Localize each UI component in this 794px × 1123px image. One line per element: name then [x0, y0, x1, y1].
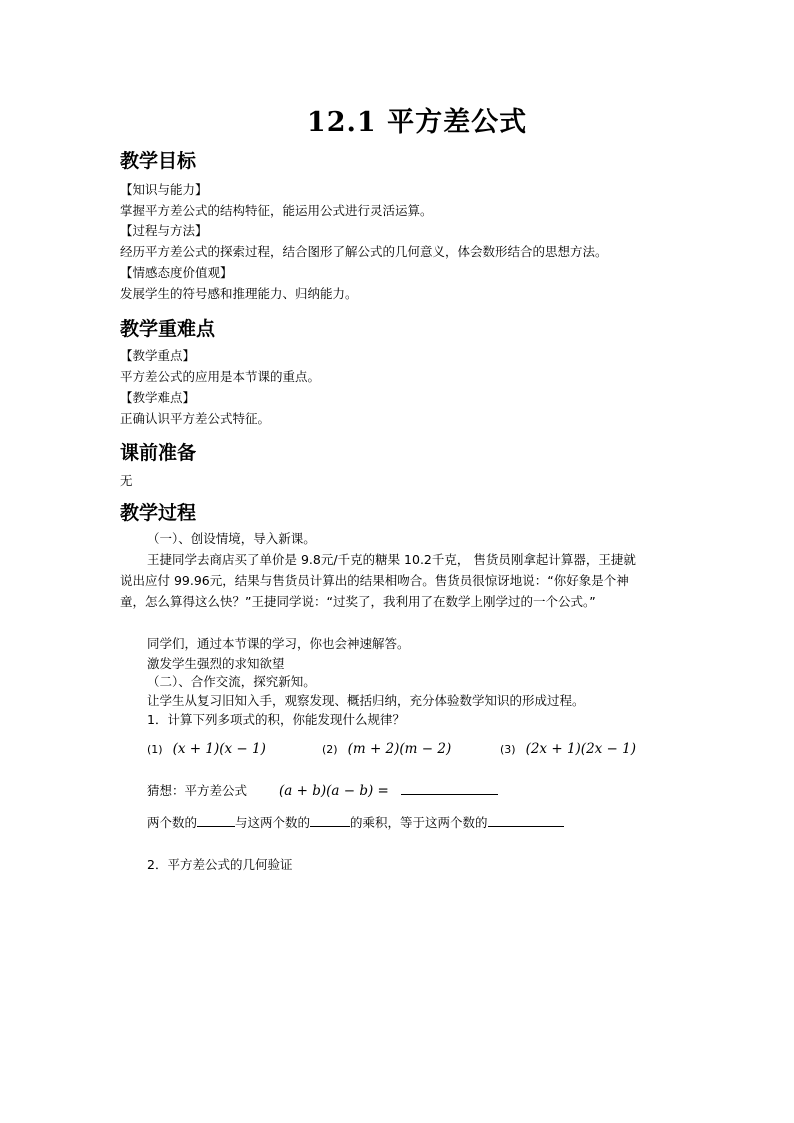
heading-process: 教学过程: [120, 502, 197, 524]
page-title: 12.1 平方差公式: [306, 107, 528, 138]
heading-goals: 教学目标: [120, 150, 197, 172]
text-knowledge: 掌握平方差公式的结构特征，能运用公式进行灵活运算。: [120, 203, 433, 218]
question-one: 1．计算下列多项式的积，你能发现什么规律？: [147, 712, 405, 727]
item-number: (2): [322, 743, 338, 756]
text-line-a: 同学们，通过本节课的学习，你也会神速解答。: [147, 636, 410, 651]
fill-blank-line: [147, 814, 564, 832]
guess-label: 猜想：平方差公式: [147, 783, 248, 798]
fill-text-c: 的乘积，等于这两个数的: [350, 815, 488, 830]
fill-text-b: 与这两个数的: [235, 815, 311, 830]
label-difficulty: 【教学难点】: [120, 390, 196, 405]
text-focus: 平方差公式的应用是本节课的重点。: [120, 369, 321, 384]
item-expression: (m + 2)(m − 2): [347, 741, 452, 757]
guess-expression: (a + b)(a − b) =: [279, 783, 389, 799]
label-knowledge: 【知识与能力】: [120, 182, 208, 197]
item-number: (3): [500, 743, 516, 756]
fill-blank-1: [197, 814, 235, 827]
label-focus: 【教学重点】: [120, 348, 196, 363]
expression-item-3: [500, 740, 636, 759]
guess-blank: [401, 782, 498, 795]
text-difficulty: 正确认识平方差公式特征。: [120, 411, 271, 426]
label-emotion: 【情感态度价值观】: [120, 265, 233, 280]
heading-key-points: 教学重难点: [120, 318, 216, 340]
guess-line: [147, 782, 498, 800]
expression-item-2: [322, 740, 451, 759]
text-line-b: 激发学生强烈的求知欲望: [147, 656, 285, 671]
fill-blank-3: [488, 814, 564, 827]
expression-item-1: [147, 740, 266, 759]
heading-preparation: 课前准备: [120, 442, 197, 464]
text-process: 经历平方差公式的探索过程，结合图形了解公式的几何意义，体会数形结合的思想方法。: [120, 244, 608, 259]
item-expression: (x + 1)(x − 1): [172, 741, 266, 757]
text-line-c: 让学生从复习旧知入手，观察发现、概括归纳，充分体验数学知识的形成过程。: [147, 693, 585, 708]
story-paragraph: 王捷同学去商店买了单价是 9.8元/千克的糖果 10.2千克， 售货员刚拿起计算器，王捷就说出应付 99.96元，结果与售货员计算出的结果相吻合。售货员很惊讶地说：“你好象是个神童，怎么算得这么快？”王捷同学说：“过奖了，我利用了在数学上刚学过的一个公式。”: [120, 552, 636, 609]
step-one: （一）、创设情境，导入新课。: [147, 531, 316, 546]
text-emotion: 发展学生的符号感和推理能力、归纳能力。: [120, 286, 358, 301]
item-expression: (2x + 1)(2x − 1): [525, 741, 637, 757]
step-two: （二）、合作交流，探究新知。: [147, 674, 316, 689]
item-number: (1): [147, 743, 163, 756]
text-preparation: 无: [120, 473, 133, 488]
question-two: 2．平方差公式的几何验证: [147, 857, 293, 872]
fill-text-a: 两个数的: [147, 815, 198, 830]
label-process: 【过程与方法】: [120, 223, 208, 238]
fill-blank-2: [310, 814, 350, 827]
